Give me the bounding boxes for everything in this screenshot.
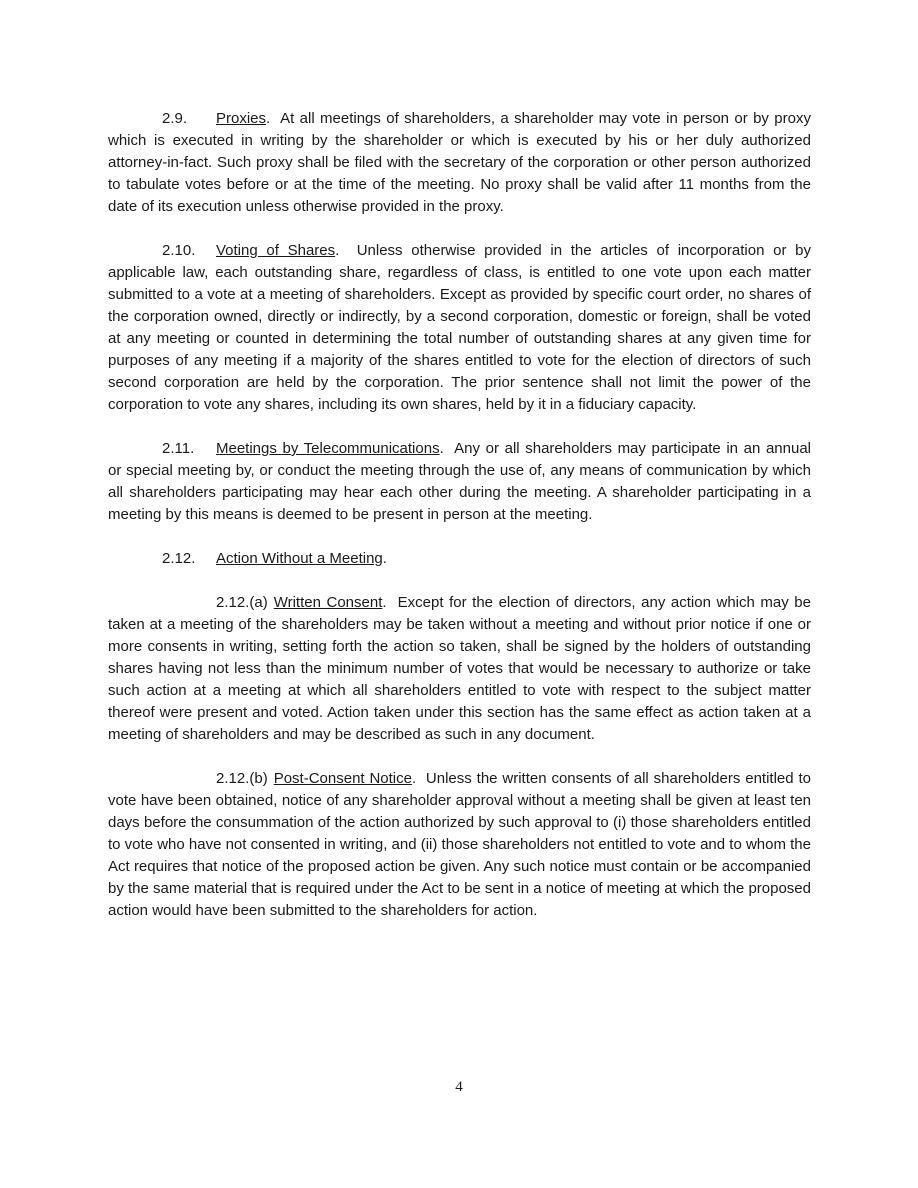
subsection-number: 2.12.(b) bbox=[216, 770, 268, 787]
subsection-2-12-a: 2.12.(a) Written Consent. Except for the election of directors, any action which may be taken at a meeting of the shareholders may be taken without a meeting and without prior notice if one or more consents in writing, setting forth the action so taken, shall be signed by the holders of outstanding shares having not less than the minimum number of votes that would be necessary to authorize or take such action at a meeting at which all shareholders entitled to vote with respect to the subject matter thereof were present and voted. Action taken under this section has the same effect as action taken at a meeting of shareholders and may be described as such in any document. bbox=[108, 594, 811, 743]
section-2-11: 2.11. Meetings by Telecommunications. Any or all shareholders may participate in an annual or special meeting by, or conduct the meeting through the use of, any means of communication by which all shareholders participating may hear each other during the meeting. A shareholder participating in a meeting by this means is deemed to be present in person at the meeting. bbox=[108, 440, 811, 523]
section-heading: Meetings by Telecommunications bbox=[216, 440, 440, 457]
section-number: 2.9. bbox=[162, 110, 188, 127]
subsection-2-12-b: 2.12.(b) Post-Consent Notice. Unless the written consents of all shareholders entitled to vote have been obtained, notice of any shareholder approval without a meeting shall be given at least ten days before the consummation of the action authorized by such approval to (i) those shareholders entitled to vote who have not consented in writing, and (ii) those shareholders not entitled to vote and to whom the Act requires that notice of the proposed action be given. Any such notice must contain or be accompanied by the same material that is required under the Act to be sent in a notice of meeting at which the proposed action would have been submitted to the shareholders for action. bbox=[108, 770, 811, 919]
section-2-10: 2.10. Voting of Shares. Unless otherwise provided in the articles of incorporation or by applicable law, each outstanding share, regardless of class, is entitled to one vote upon each matter submitted to a vote at a meeting of shareholders. Except as provided by specific court order, no shares of the corporation owned, directly or indirectly, by a second corporation, domestic or foreign, shall be voted at any meeting or counted in determining the total number of outstanding shares at any given time for purposes of any meeting if a majority of the shares entitled to vote for the election of directors of such second corporation are held by the corporation. The prior sentence shall not limit the power of the corporation to vote any shares, including its own shares, held by it in a fiduciary capacity. bbox=[108, 242, 811, 413]
section-heading: Action Without a Meeting bbox=[216, 550, 383, 567]
subsection-number: 2.12.(a) bbox=[216, 594, 268, 611]
section-text: Unless otherwise provided in the articles of incorporation or by applicable law, each outstanding share, regardless of class, is entitled to one vote upon each matter submitted to a vote at a meeting of shareholders. Except as provided by specific court order, no shares of the corporation owned, directly or indirectly, by a second corporation, domestic or foreign, shall be voted at any meeting or counted in determining the total number of outstanding shares at any given time for purposes of any meeting if a majority of the shares entitled to vote for the election of directors of such second corporation are held by the corporation. The prior sentence shall not limit the power of the corporation to vote any shares, including its own shares, held by it in a fiduciary capacity. bbox=[108, 242, 811, 413]
section-number: 2.11. bbox=[162, 440, 195, 457]
section-2-12: 2.12. Action Without a Meeting. bbox=[108, 548, 811, 570]
section-text: At all meetings of shareholders, a shareholder may vote in person or by proxy which is executed in writing by the shareholder or which is executed by his or her duly authorized attorney-in-fact. Such proxy shall be filed with the secretary of the corporation or other person authorized to tabulate votes before or at the time of the meeting. No proxy shall be valid after 11 months from the date of its execution unless otherwise provided in the proxy. bbox=[108, 110, 811, 215]
section-number: 2.10. bbox=[162, 242, 196, 259]
subsection-text: Except for the election of directors, any action which may be taken at a meeting of the shareholders may be taken without a meeting and without prior notice if one or more consents in writing, setting forth the action so taken, shall be signed by the holders of outstanding shares having not less than the minimum number of votes that would be necessary to authorize or take such action at a meeting at which all shareholders entitled to vote with respect to the subject matter thereof were present and voted. Action taken under this section has the same effect as action taken at a meeting of shareholders and may be described as such in any document. bbox=[108, 594, 811, 743]
section-2-9: 2.9. Proxies. At all meetings of shareholders, a shareholder may vote in person or by proxy which is executed in writing by the shareholder or which is executed by his or her duly authorized attorney-in-fact. Such proxy shall be filed with the secretary of the corporation or other person authorized to tabulate votes before or at the time of the meeting. No proxy shall be valid after 11 months from the date of its execution unless otherwise provided in the proxy. bbox=[108, 110, 811, 215]
subsection-heading: Written Consent bbox=[273, 594, 383, 611]
subsection-text: Unless the written consents of all shareholders entitled to vote have been obtained, notice of any shareholder approval without a meeting shall be given at least ten days before the consummation of the action authorized by such approval to (i) those shareholders entitled to vote who have not consented in writing, and (ii) those shareholders not entitled to vote and to whom the Act requires that notice of the proposed action be given. Any such notice must contain or be accompanied by the same material that is required under the Act to be sent in a notice of meeting at which the proposed action would have been submitted to the shareholders for action. bbox=[108, 770, 811, 919]
subsection-heading: Post-Consent Notice bbox=[273, 770, 412, 787]
section-number: 2.12. bbox=[162, 550, 196, 567]
section-heading: Proxies bbox=[216, 110, 267, 127]
section-heading: Voting of Shares bbox=[216, 242, 336, 259]
section-text: Any or all shareholders may participate in an annual or special meeting by, or conduct the meeting through the use of, any means of communication by which all shareholders participating may hear each other during the meeting. A shareholder participating in a meeting by this means is deemed to be present in person at the meeting. bbox=[108, 440, 811, 523]
page-number: 4 bbox=[455, 1079, 463, 1095]
document-body bbox=[108, 108, 811, 944]
